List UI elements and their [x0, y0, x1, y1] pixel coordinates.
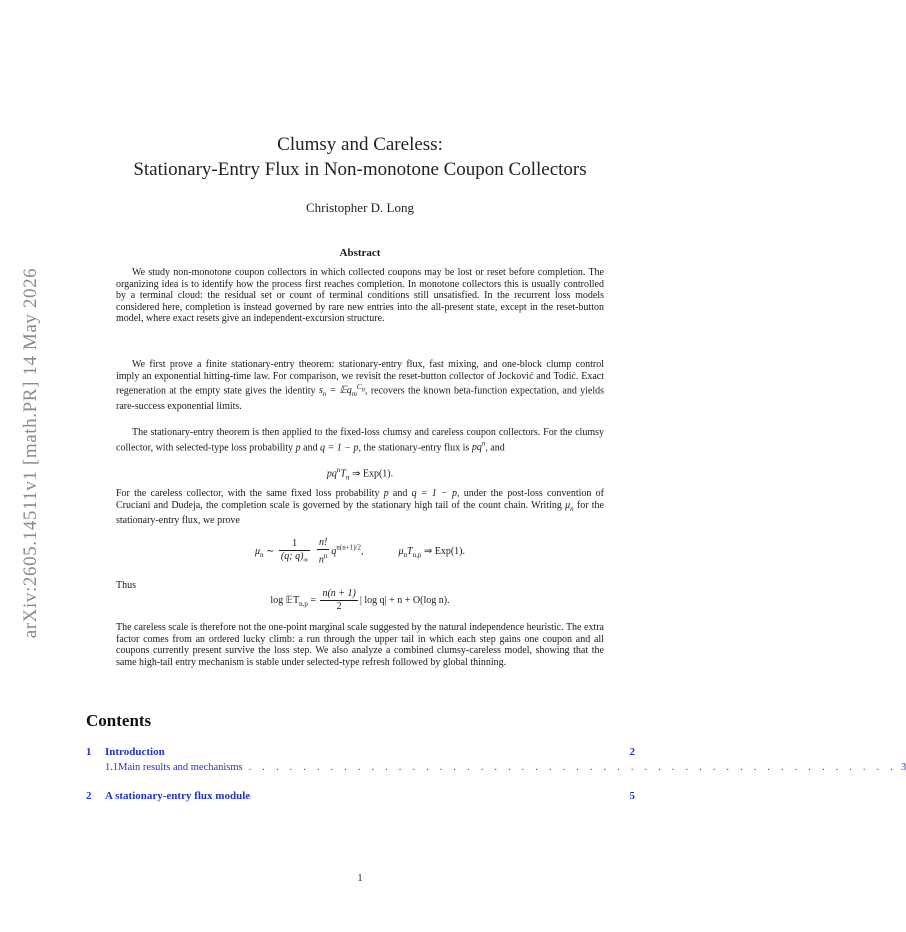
toc-dot-leader: . . . . . . . . . . . . . . . . . . . . . . . . . . . . . . . . . . . . . . . . . . . . . . . .: [248, 762, 898, 773]
fraction: [320, 588, 357, 613]
math-symbol: (q; q): [280, 550, 304, 562]
abstract-text: and: [300, 441, 321, 453]
paper-title-line-2: Stationary-Entry Flux in Non-monotone Coupon Collectors: [133, 159, 587, 180]
toc-page: 2: [629, 746, 635, 758]
fraction-numerator: 1: [279, 538, 311, 551]
equation-clumsy: [116, 466, 604, 481]
math-symbol: log 𝔼T: [270, 594, 300, 606]
math-symbol: n!: [319, 537, 328, 548]
fraction-denominator: [317, 550, 330, 566]
math-superscript: n: [336, 466, 341, 474]
math-p: p: [295, 441, 301, 453]
math-symbol: μ: [255, 545, 261, 557]
toc-item-stationary-entry-flux[interactable]: [86, 790, 635, 804]
fraction-numerator: [320, 588, 357, 601]
math-symbol: =: [307, 594, 319, 606]
math-q-def: q = 1 − p: [411, 488, 458, 499]
math-mu: [565, 500, 574, 511]
toc-number: 2: [86, 790, 92, 802]
math-symbol: μ: [565, 499, 571, 511]
math-symbol: ∼: [263, 545, 277, 557]
page-number: 1: [357, 873, 363, 884]
math-subscript: ∞: [303, 555, 309, 564]
abstract-text: The stationary-entry theorem is then applied to the fixed-loss clumsy and careless coupon collectors. For the clumsy collector, with selected-type loss probability: [116, 427, 604, 453]
math-subscript: n: [403, 550, 408, 559]
equation-careless-log: [116, 588, 604, 613]
math-symbol: n(n + 1): [322, 588, 356, 599]
abstract-text: for the stationary-entry flux, we prove: [116, 499, 604, 526]
fraction-denominator: [279, 551, 311, 566]
abstract-text: , and: [485, 441, 505, 453]
abstract-paragraph-4: [116, 488, 604, 527]
arxiv-stamp: [20, 246, 42, 660]
math-subscript: n: [570, 504, 574, 513]
abstract-heading: Abstract: [339, 247, 381, 259]
abstract-text: For the careless collector, with the same fixed loss probability: [116, 488, 384, 499]
toc-number: 1: [86, 746, 92, 758]
toc-page: 5: [629, 790, 635, 802]
toc-item-main-results[interactable]: [86, 762, 906, 776]
abstract-text: , the stationary-entry flux is: [358, 441, 472, 453]
math-subscript: n,p: [299, 599, 308, 608]
math-symbol: | log q| + n + O(log n).: [359, 594, 450, 606]
math-symbol: ,: [360, 545, 364, 557]
math-inline: [318, 383, 366, 399]
abstract-thus: Thus: [116, 580, 136, 591]
abstract-paragraph-2: [116, 359, 604, 412]
fraction-denominator: 2: [336, 601, 342, 612]
math-subscript: n: [322, 390, 327, 399]
abstract-paragraph-5: [116, 622, 604, 668]
math-subscript: n,p: [412, 550, 422, 559]
abstract-paragraph-3: [116, 427, 604, 453]
arxiv-identifier: arXiv:2605.14511v1 [math.PR] 14 May 2026: [20, 267, 41, 639]
abstract-text: , recovers the known beta-function expectation, and yields rare-success exponential limits.: [116, 385, 605, 412]
toc-title: Introduction: [105, 746, 165, 758]
math-symbol: C: [356, 383, 362, 391]
math-symbol: μ: [398, 545, 404, 557]
abstract-text: , under the post-loss convention of Cruciani and Dudeja, the completion scale is governed by the stationary high tail of the count chain. Writing: [116, 488, 604, 511]
math-superscript: [356, 383, 366, 394]
toc-number: 1.1: [105, 762, 119, 773]
math-symbol: n: [318, 554, 324, 566]
math-symbol: ⇒ Exp(1).: [421, 545, 465, 557]
toc-page: 3: [901, 762, 906, 773]
math-superscript: n: [323, 552, 328, 560]
math-subscript: n: [361, 385, 366, 394]
abstract-text: We first prove a finite stationary-entry theorem: stationary-entry flux, fast mixing, and one-block clump control imply an exponential hitting-time law. For comparison, we revisit the reset-button collector of Jocković and Todić. Exact regeneration at the empty state gives the identity: [116, 359, 604, 397]
abstract-text: The careless scale is therefore not the one-point marginal scale suggested by the natural independence heuristic. The extra factor comes from an ordered lucky climb: a run through the upper tail in which each step gains one coupon and all coupons currently present survive the loss step. We also analyze a combined clumsy-careless model, showing that the same high-tail entry mechanism is stable under selected-type refresh followed by global thinning.: [116, 622, 604, 668]
math-subscript: m: [351, 390, 357, 399]
fraction: [279, 538, 311, 566]
math-symbol: pq: [471, 441, 482, 453]
math-flux: [471, 439, 486, 453]
equation-careless-asymptotic: [116, 537, 604, 566]
math-symbol: T: [407, 545, 413, 557]
math-p: p: [383, 488, 389, 499]
math-superscript: n(n+1)/2: [336, 543, 361, 552]
math-symbol: T: [340, 468, 346, 480]
math-superscript: n: [481, 439, 486, 448]
math-symbol: ⇒ Exp(1).: [349, 468, 394, 480]
toc-title: A stationary-entry flux module: [105, 790, 251, 802]
abstract-text: We study non-monotone coupon collectors in which collected coupons may be lost or reset before completion. The organizing idea is to identify how the process first reaches completion. In monotone collectors this is usually controlled by a terminal cloud: the residual set or count of terminal conditions still unsatisfied. In the recurrent loss models considered here, completion is instead governed by rare new entries into the all-present state, except in the reset-button model, where exact resets give an independent-excursion structure.: [116, 267, 604, 324]
fraction-numerator: [317, 537, 330, 550]
fraction: [317, 537, 330, 566]
math-subscript: n: [345, 473, 350, 482]
math-symbol: = 𝔼q: [326, 385, 352, 397]
abstract-paragraph-1: [116, 267, 604, 325]
math-symbol: q: [331, 545, 337, 557]
toc-title: Main results and mechanisms: [118, 762, 243, 773]
paper-title-line-1: Clumsy and Careless:: [277, 134, 443, 155]
math-q-def: q = 1 − p: [320, 441, 359, 453]
contents-heading: Contents: [86, 711, 152, 730]
toc-item-introduction[interactable]: [86, 746, 635, 760]
author-name: Christopher D. Long: [306, 200, 414, 215]
abstract-text: and: [388, 488, 412, 499]
math-symbol: pq: [326, 468, 337, 480]
math-symbol: s: [318, 385, 323, 397]
math-subscript: n: [260, 550, 264, 559]
